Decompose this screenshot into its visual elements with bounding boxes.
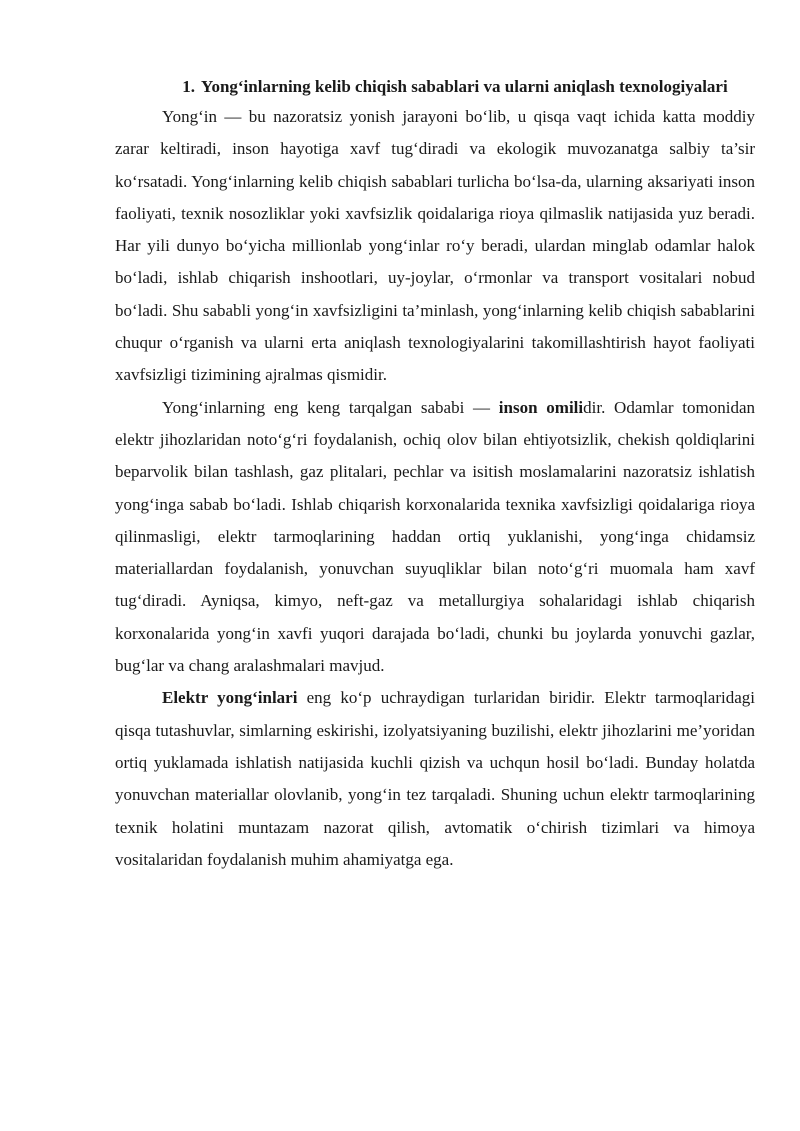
paragraph-text: Yong‘inlarning eng keng tarqalgan sababi —: [162, 397, 499, 417]
bold-term: inson omili: [498, 397, 584, 417]
section-title: Yong‘inlarning kelib chiqish sabablari va ularni aniqlash texnologiyalari: [201, 77, 728, 96]
paragraph-text: eng ko‘p uchraydigan turlaridan biridir. Elektr tarmoqlaridagi qisqa tutashuvlar, simlarning eskirishi, izolyatsiyaning buzilishi, elektr jihozlarini me’yoridan ortiq yuklamada ishlatish natijasida kuchli qizish va uchqun hosil bo‘ladi. Bunday holatda yonuvchan materiallar olovlanib, yong‘in tez tarqaladi. Shuning uchun elektr tarmoqlarining texnik holatini muntazam nazorat qilish, avtomatik o‘chirish tizimlari va himoya vositalaridan foydalanish muhim ahamiyatga ega.: [115, 688, 755, 869]
paragraph-electrical-fires: [115, 682, 755, 876]
bold-term: Elektr yong‘inlari: [162, 688, 298, 708]
section-number: 1.: [182, 77, 196, 96]
paragraph-intro: Yong‘in — bu nazoratsiz yonish jarayoni bo‘lib, u qisqa vaqt ichida katta moddiy zarar keltiradi, inson hayotiga xavf tug‘diradi va ekologik muvozanatga salbiy ta’sir ko‘rsatadi. Yong‘inlarning kelib chiqish sabablari turlicha bo‘lsa-da, ularning aksariyati inson faoliyati, texnik nosozliklar yoki xavfsizlik qoidalariga rioya qilmaslik natijasida yuz beradi. Har yili dunyo bo‘yicha millionlab yong‘inlar ro‘y beradi, ulardan minglab odamlar halok bo‘ladi, ishlab chiqarish inshootlari, uy-joylar, o‘rmonlar va transport vositalari nobud bo‘ladi. Shu sababli yong‘in xavfsizligini ta’minlash, yong‘inlarning kelib chiqish sabablarini chuqur o‘rganish va ularni erta aniqlash texnologiyalarini takomillashtirish hayot faoliyati xavfsizligi tizimining ajralmas qismidir.: [115, 107, 755, 385]
section-heading: [115, 72, 755, 101]
paragraph-text: dir. Odamlar tomonidan elektr jihozlaridan noto‘g‘ri foydalanish, ochiq olov bilan ehtiyotsizlik, chekish qoldiqlarini beparvolik bilan tashlash, gaz plitalari, pechlar va isitish moslamalarini nazoratsiz ishlatish yong‘inga sabab bo‘ladi. Ishlab chiqarish korxonalarida texnika xavfsizligi qoidalariga rioya qilinmasligi, elektr tarmoqlarining haddan ortiq yuklanishi, yong‘inga chidamsiz materiallardan foydalanish, yonuvchan suyuqliklar bilan noto‘g‘ri muomala ham xavf tug‘diradi. Ayniqsa, kimyo, neft-gaz va metallurgiya sohalaridagi ishlab chiqarish korxonalarida yong‘in xavfi yuqori darajada bo‘ladi, chunki bu joylarda yonuvchi gazlar, bug‘lar va chang aralashmalari mavjud.: [115, 397, 755, 676]
document-page: [115, 72, 755, 876]
paragraph-human-factor: [115, 392, 755, 683]
